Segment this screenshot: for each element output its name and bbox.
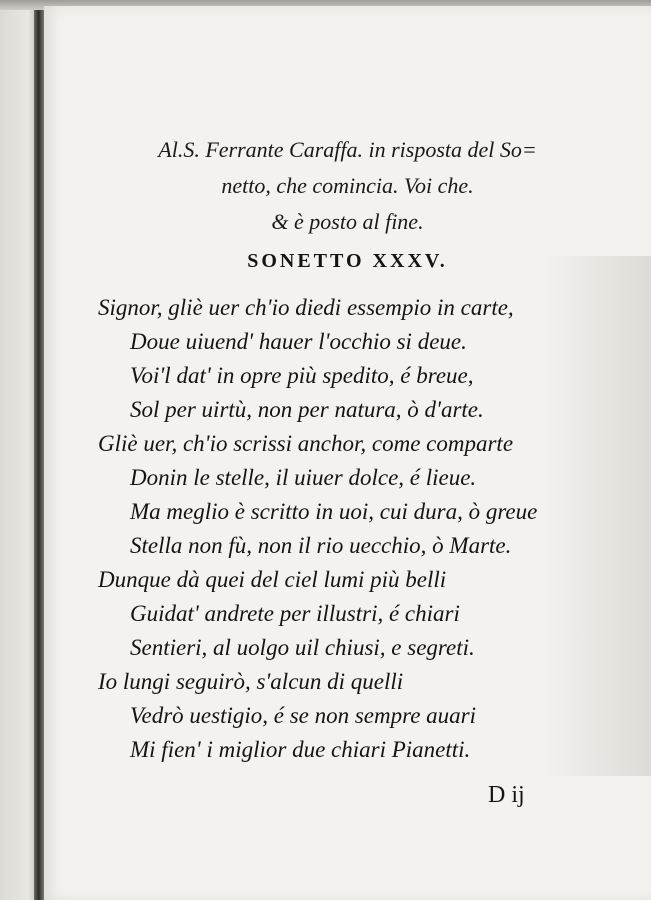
verse-line: Vedrò uestigio, é se non sempre auari — [130, 703, 477, 728]
sonnet-title: SONETTO XXXV. — [247, 250, 448, 272]
dedication-heading — [44, 132, 651, 240]
book-gutter — [34, 10, 44, 900]
heading-line-1: Al.S. Ferrante Caraffa. in risposta del So= — [158, 137, 537, 162]
verse-line: Gliè uer, ch'io scrissi anchor, come comparte — [98, 431, 514, 456]
verse-line: Ma meglio è scritto in uoi, cui dura, ò greue — [130, 499, 538, 524]
heading-line-3: & è posto al fine. — [271, 209, 424, 234]
heading-line-2: netto, che comincia. Voi che. — [221, 173, 474, 198]
verse-line: Donin le stelle, il uiuer dolce, é lieue. — [130, 465, 477, 490]
verse-line: Guidat' andrete per illustri, é chiari — [130, 601, 460, 626]
show-through-shadow — [541, 256, 651, 776]
verse-line: Stella non fù, non il rio uecchio, ò Marte. — [130, 533, 512, 558]
verse-line: Io lungi seguirò, s'alcun di quelli — [98, 669, 404, 694]
signature-mark: D ij — [488, 782, 525, 808]
verse-line: Signor, gliè uer ch'io diedi essempio in carte, — [98, 295, 514, 320]
verse-line: Dunque dà quei del ciel lumi più belli — [98, 567, 447, 592]
verse-line: Sentieri, al uolgo uil chiusi, e segreti. — [130, 635, 475, 660]
verse-line: Sol per uirtù, non per natura, ò d'arte. — [130, 397, 484, 422]
verse-line: Voi'l dat' in opre più spedito, é breue, — [130, 363, 474, 388]
verse-line: Doue uiuend' hauer l'occhio si deue. — [130, 329, 467, 354]
verse-line: Mi fien' i miglior due chiari Pianetti. — [130, 737, 471, 762]
